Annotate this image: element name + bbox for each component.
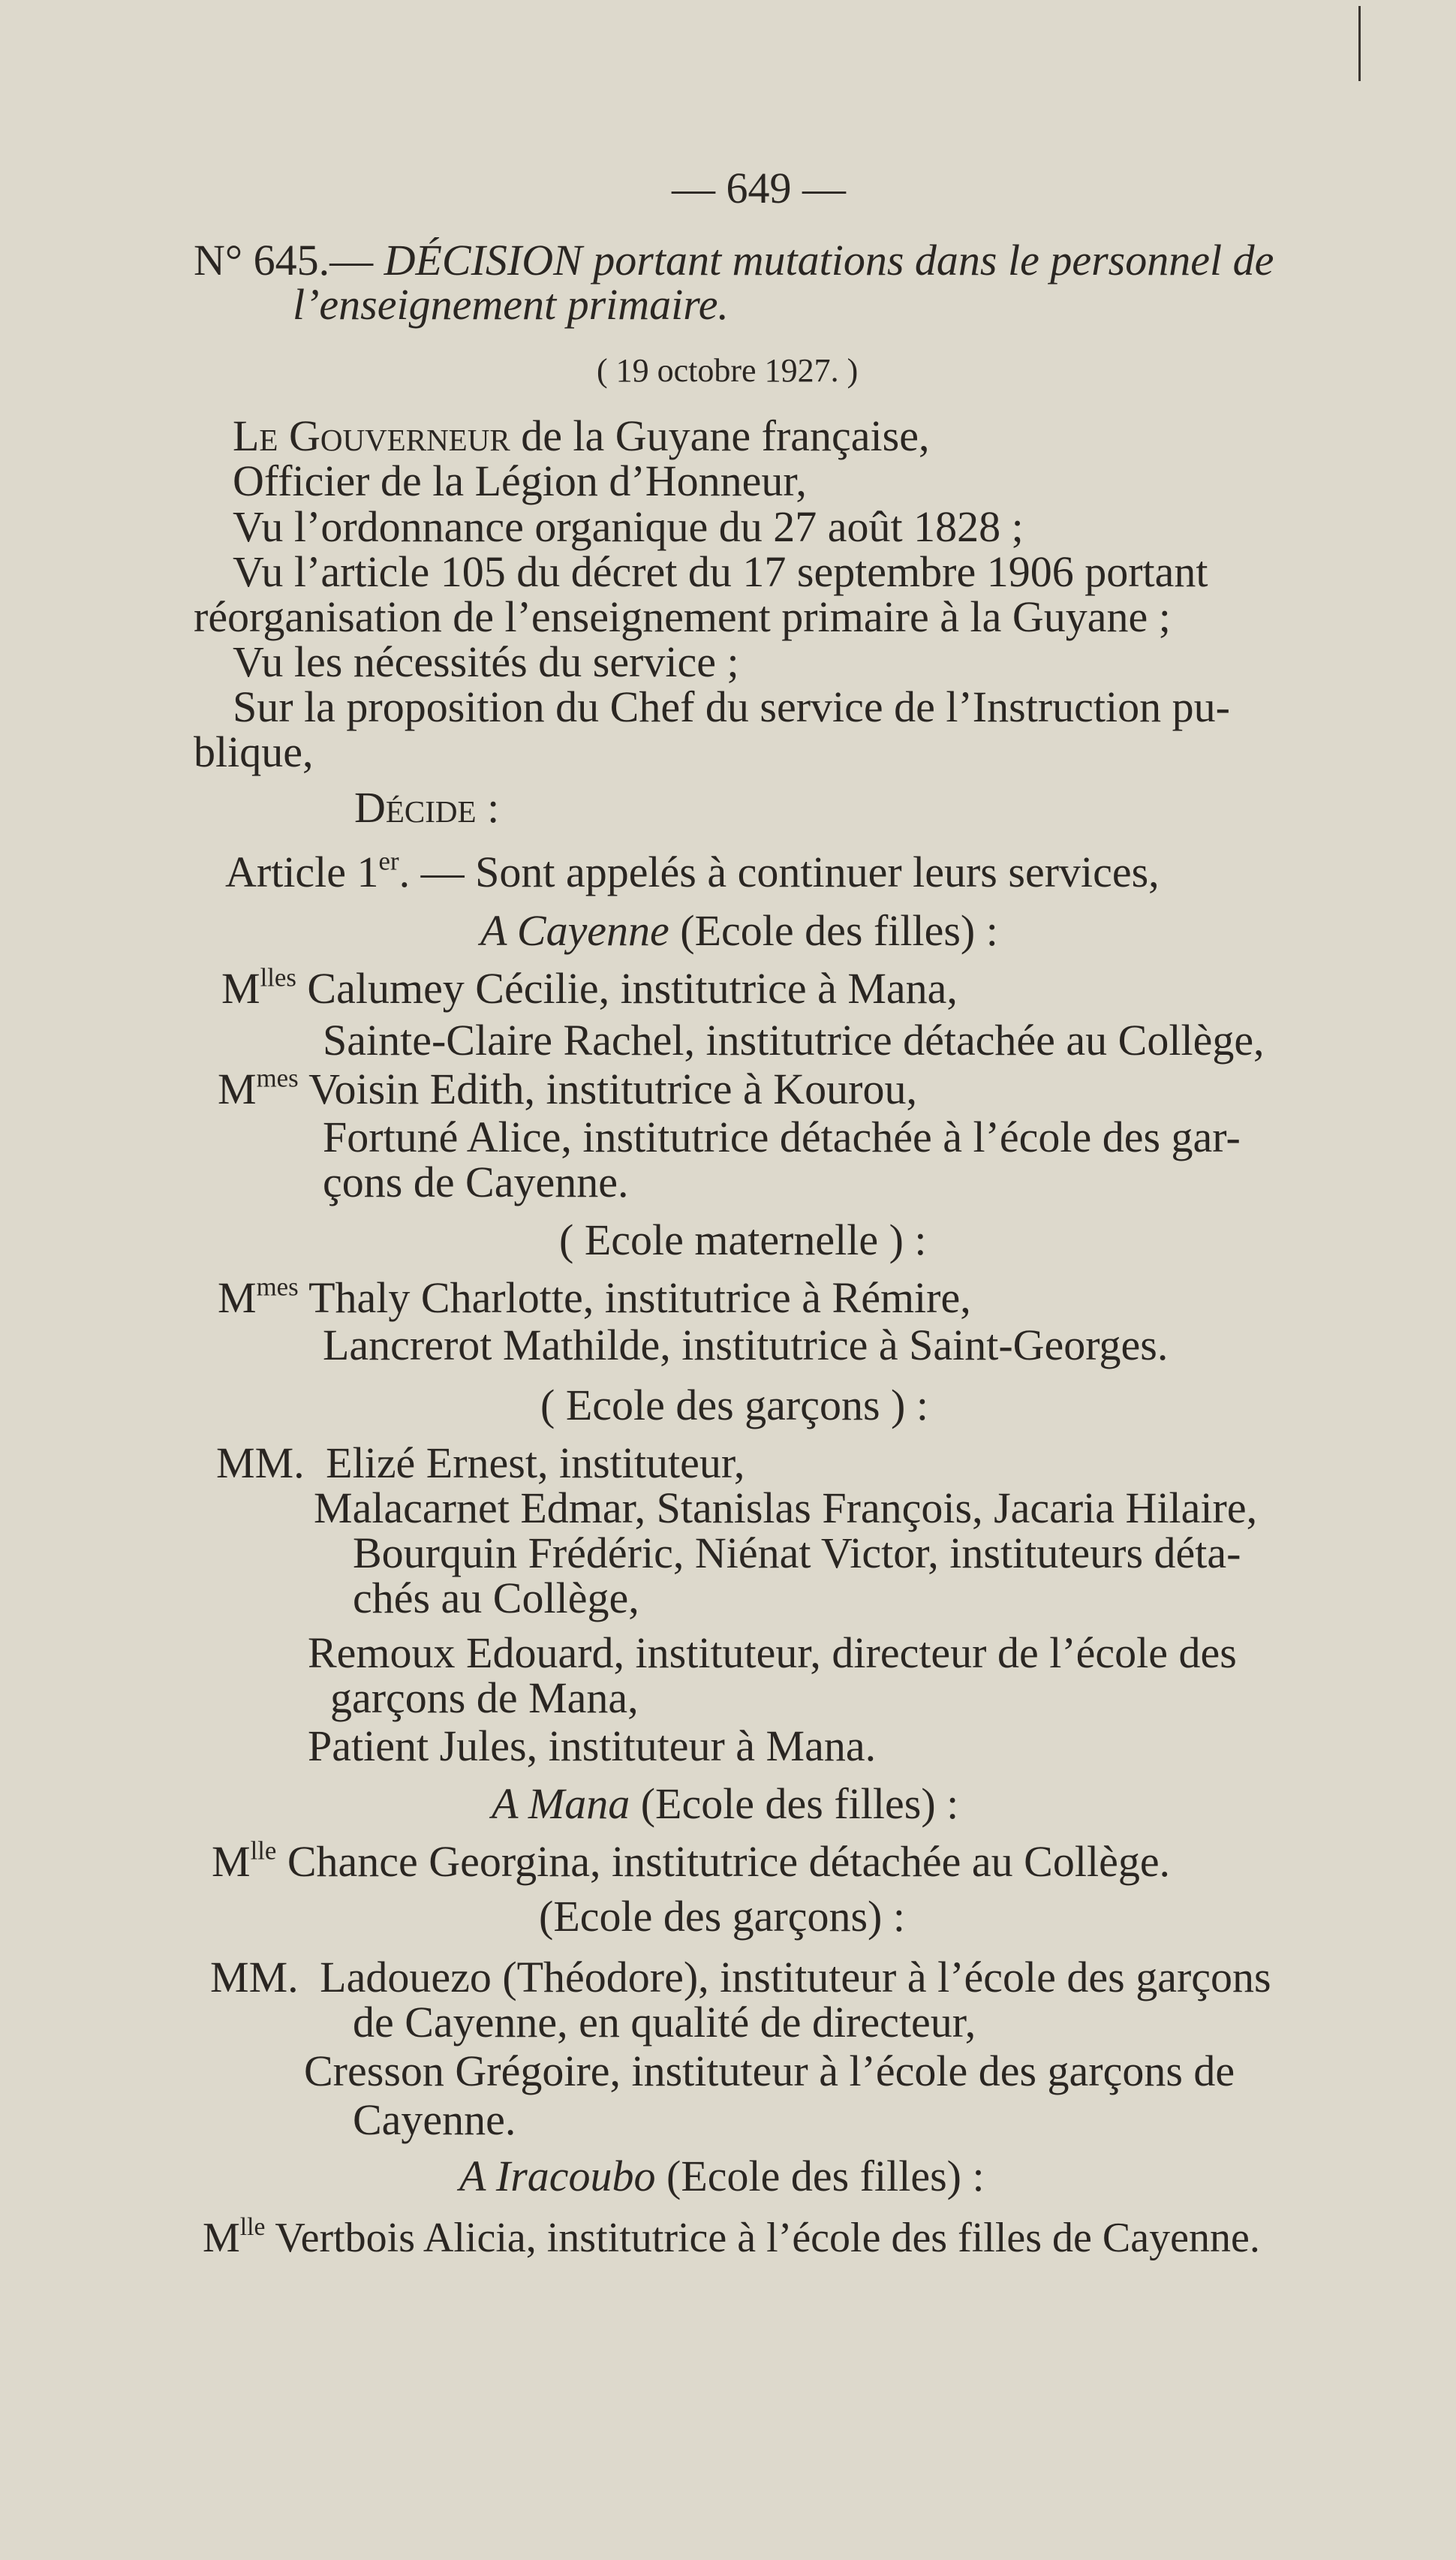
list-entry-calumey xyxy=(221,962,1242,1013)
school-filles: (Ecole des filles) : xyxy=(655,2152,985,2200)
list-entry-voisin xyxy=(218,1063,1043,1113)
title-sup: mes xyxy=(256,1272,299,1302)
title-sup: lle xyxy=(239,2213,266,2242)
title-letter: M xyxy=(218,1273,257,1322)
entry-name: Thaly Charlotte, institutrice à Rémire, xyxy=(308,1273,971,1322)
list-entry-fortune-1: Fortuné Alice, institutrice détachée à l’école des gar- xyxy=(323,1113,1241,1161)
entry-name: Chance Georgina, institutrice détachée au Collège. xyxy=(287,1837,1171,1886)
preamble-officier: Officier de la Légion d’Honneur, xyxy=(233,456,807,505)
list-entry-patient: Patient Jules, instituteur à Mana. xyxy=(308,1721,877,1770)
title-letter: M xyxy=(218,1065,257,1113)
page-number: — 649 — xyxy=(672,164,846,212)
preamble-proposition-1: Sur la proposition du Chef du service de l’Instruction pu- xyxy=(233,682,1230,731)
decide-heading: Décide : xyxy=(354,783,500,832)
decision-title-italic: DÉCISION portant mutations dans le personnel de xyxy=(384,236,1274,285)
list-entry-remoux-1: Remoux Edouard, instituteur, directeur de l’école des xyxy=(308,1628,1237,1677)
list-entry-ches: chés au Collège, xyxy=(353,1574,639,1622)
title-mmes xyxy=(218,1065,299,1113)
list-entry-remoux-2: garçons de Mana, xyxy=(330,1673,639,1722)
list-entry-chance xyxy=(212,1836,1232,1886)
entry-name: Ladouezo (Théodore), instituteur à l’école des garçons xyxy=(320,1953,1271,2001)
preamble-vu-necessites: Vu les nécessités du service ; xyxy=(233,637,739,686)
gouverneur-suffix: de la Guyane française, xyxy=(510,411,930,460)
place-cayenne: A Cayenne xyxy=(480,906,669,955)
title-sup: lles xyxy=(260,962,296,992)
list-entry-cresson-2: Cayenne. xyxy=(353,2095,516,2144)
place-iracoubo: A Iracoubo xyxy=(459,2152,656,2200)
preamble-vu-article-2: réorganisation de l’enseignement primaire à la Guyane ; xyxy=(194,592,1171,641)
title-letter: M xyxy=(212,1837,251,1886)
entry-name: Vertbois Alicia, institutrice à l’école des filles de Cayenne. xyxy=(275,2215,1260,2261)
list-entry-cresson-1: Cresson Grégoire, instituteur à l’école des garçons de xyxy=(304,2046,1235,2095)
decision-date: ( 19 octobre 1927. ) xyxy=(597,352,859,389)
heading-cayenne-filles xyxy=(480,906,1036,955)
title-letter: M xyxy=(203,2215,240,2261)
list-entry-fortune-2: çons de Cayenne. xyxy=(323,1158,629,1206)
article-ordinal: er xyxy=(378,846,399,876)
decision-title-line-1 xyxy=(194,236,1334,285)
entry-name: Elizé Ernest, instituteur, xyxy=(326,1438,745,1487)
preamble-vu-ordonnance: Vu l’ordonnance organique du 27 août 1828 ; xyxy=(233,502,1024,551)
list-entry-ladouezo-2: de Cayenne, en qualité de directeur, xyxy=(353,1998,976,2046)
list-entry-thaly xyxy=(218,1272,1043,1322)
title-letter: M xyxy=(221,964,260,1013)
heading-iracoubo-filles xyxy=(459,2152,1015,2200)
article-1 xyxy=(225,846,1313,896)
title-mm: MM. xyxy=(216,1438,305,1487)
list-entry-sainte-claire: Sainte-Claire Rachel, institutrice détachée au Collège, xyxy=(323,1016,1265,1065)
decision-title-line-2: l’enseignement primaire. xyxy=(293,280,729,329)
preamble-proposition-2: blique, xyxy=(194,727,314,776)
school-filles: (Ecole des filles) : xyxy=(630,1779,959,1828)
list-entry-ladouezo-1 xyxy=(210,1953,1306,2001)
title-mlles xyxy=(221,964,296,1013)
article-text: . — Sont appelés à continuer leurs services, xyxy=(399,848,1160,896)
title-mlle xyxy=(212,1837,276,1886)
heading-ecole-maternelle: ( Ecole maternelle ) : xyxy=(559,1215,927,1264)
list-entry-elize xyxy=(216,1438,817,1487)
heading-garcons-cayenne: ( Ecole des garçons ) : xyxy=(540,1381,928,1429)
title-mm: MM. xyxy=(210,1953,299,2001)
margin-mark xyxy=(1358,6,1361,81)
entry-name: Calumey Cécilie, institutrice à Mana, xyxy=(307,964,958,1013)
entry-name: Voisin Edith, institutrice à Kourou, xyxy=(308,1065,917,1113)
preamble-gouverneur xyxy=(233,411,1088,460)
title-mmes xyxy=(218,1273,299,1322)
title-sup: mes xyxy=(256,1063,299,1093)
list-entry-bourquin: Bourquin Frédéric, Niénat Victor, instituteurs déta- xyxy=(353,1528,1241,1577)
decision-number: N° 645.— xyxy=(194,236,374,285)
list-entry-lancrerot: Lancrerot Mathilde, institutrice à Saint-Georges. xyxy=(323,1321,1169,1369)
list-entry-malacarnet: Malacarnet Edmar, Stanislas François, Jacaria Hilaire, xyxy=(314,1483,1258,1532)
title-mlle xyxy=(203,2215,265,2261)
heading-mana-filles xyxy=(492,1779,1002,1828)
place-mana: A Mana xyxy=(492,1779,630,1828)
preamble-vu-article-1: Vu l’article 105 du décret du 17 septembre 1906 portant xyxy=(233,547,1208,596)
school-filles: (Ecole des filles) : xyxy=(669,906,998,955)
list-entry-vertbois xyxy=(203,2213,1298,2261)
title-sup: lle xyxy=(250,1836,277,1866)
article-label: Article 1 xyxy=(225,848,379,896)
gouverneur-label: Le Gouverneur xyxy=(233,411,510,460)
heading-garcons-mana: (Ecole des garçons) : xyxy=(539,1892,905,1941)
